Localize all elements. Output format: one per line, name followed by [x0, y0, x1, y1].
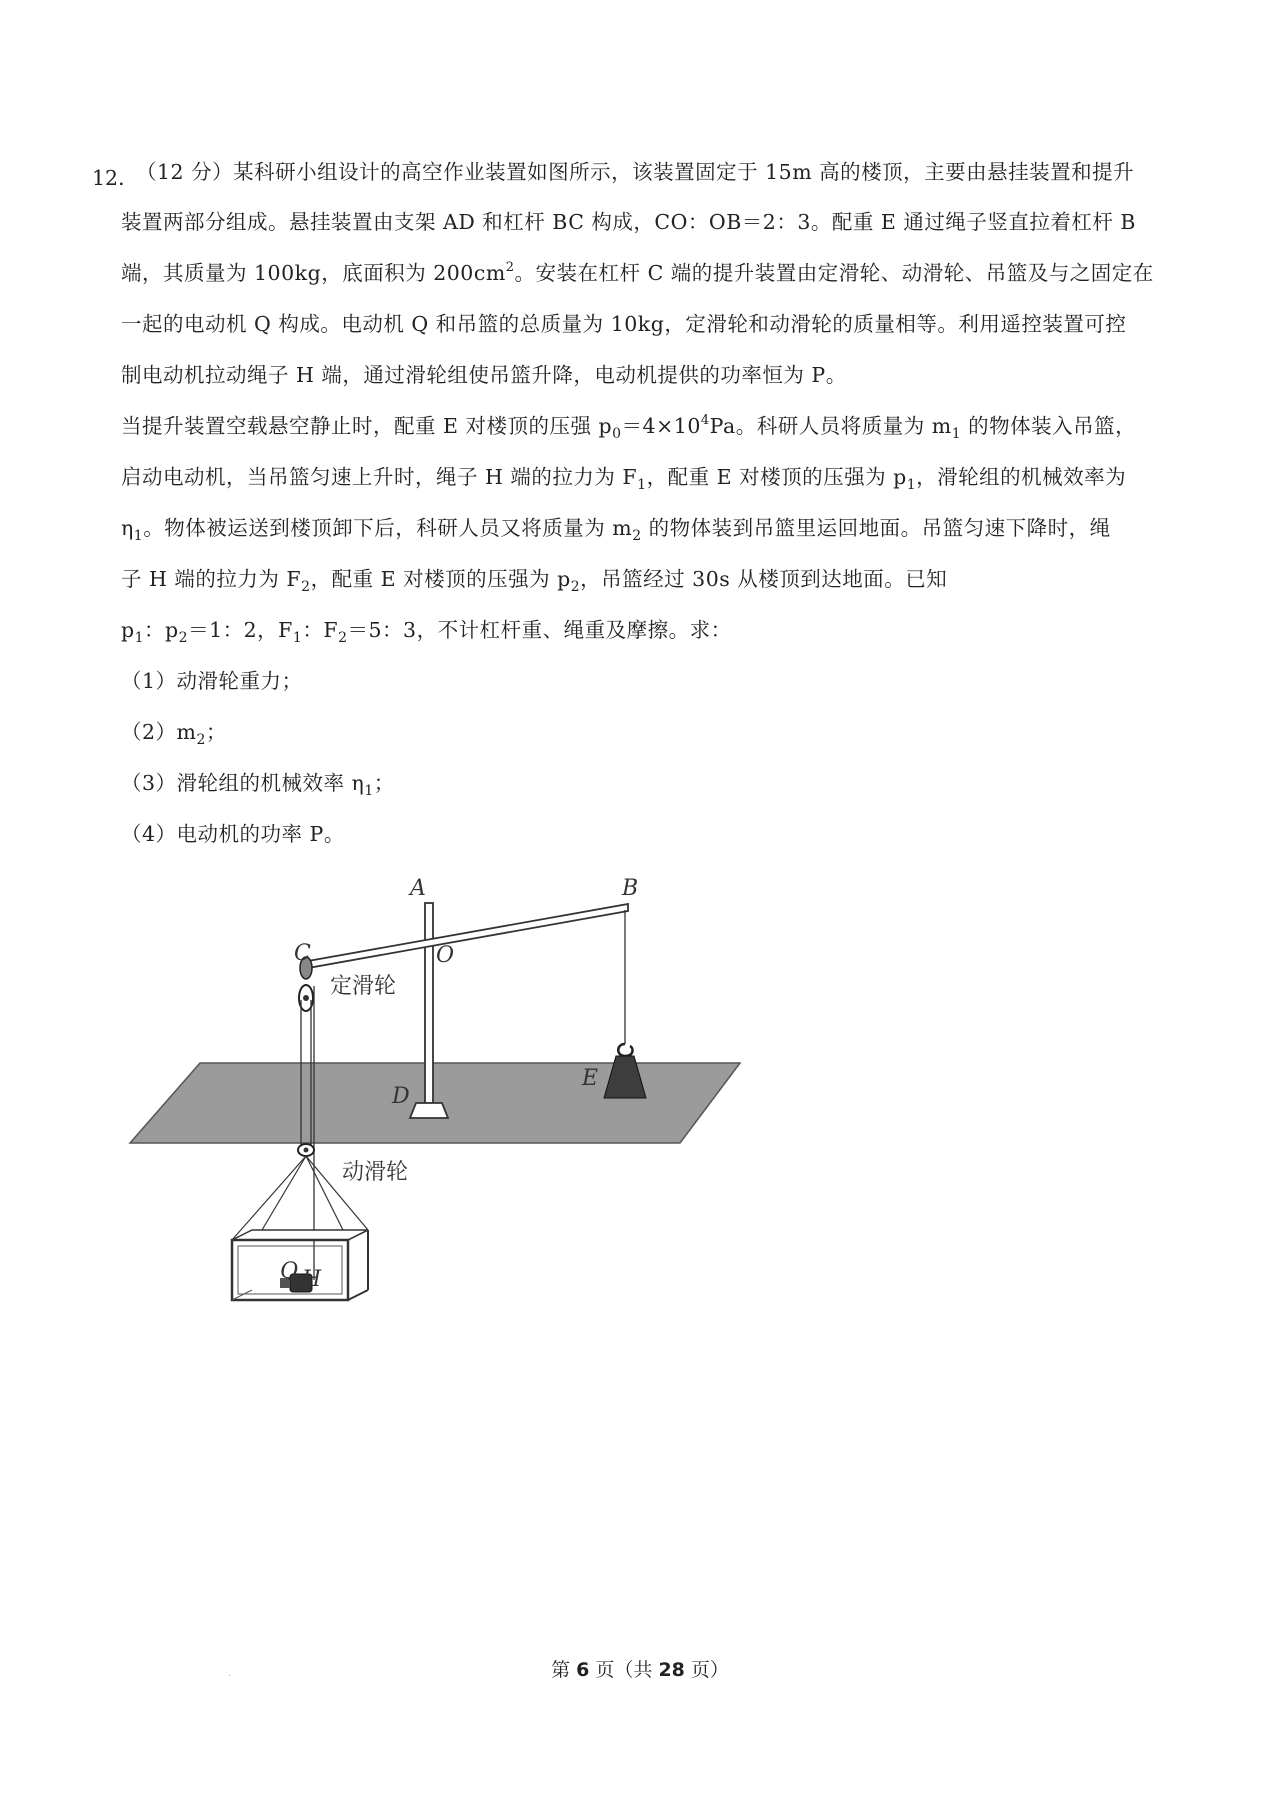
lever-BC: [308, 904, 628, 968]
label-C: C: [294, 941, 311, 966]
page-total: 28: [658, 1659, 685, 1681]
fixed-pulley-label: 定滑轮: [330, 974, 397, 999]
question-line-2: 装置两部分组成。悬挂装置由支架 AD 和杠杆 BC 构成，CO：OB＝2：3。配重 E 通过绳子竖直拉着杠杆 B: [121, 210, 1136, 234]
label-H: H: [302, 1267, 322, 1292]
movable-pulley-label: 动滑轮: [342, 1160, 409, 1185]
para2-line-4: 子 H 端的拉力为 $F_2$，配重 E 对楼顶的压强为 $p_2$，吊篮经过 30s 从楼顶到达地面。已知: [121, 567, 948, 595]
scan-dot: .: [228, 1668, 232, 1679]
sub-question-1: （1）动滑轮重力；: [121, 669, 303, 693]
sub-question-4: （4）电动机的功率 P。: [121, 822, 345, 846]
apparatus-figure: [120, 860, 760, 1340]
para2-line-2: 启动电动机，当吊篮匀速上升时，绳子 H 端的拉力为 $F_1$，配重 E 对楼顶的压强为 $p_1$，滑轮组的机械效率为: [121, 465, 1127, 493]
support-base-D: [410, 1103, 448, 1118]
para2-line-1: 当提升装置空载悬空静止时，配重 E 对楼顶的压强 $p_0=4\times 10^4Pa$。科研人员将质量为 $m_1$ 的物体装入吊篮，: [121, 413, 1137, 442]
label-D: D: [392, 1084, 410, 1109]
para2-line-3: $\eta_1$。物体被运送到楼顶卸下后，科研人员又将质量为 $m_2$ 的物体装到吊篮里运回地面。吊篮匀速下降时，绳: [121, 516, 1111, 544]
question-line-3: 端，其质量为 100kg，底面积为 $200cm^2$。安装在杠杆 C 端的提升装置由定滑轮、动滑轮、吊篮及与之固定在: [121, 260, 1154, 285]
label-O: O: [436, 943, 455, 968]
support-AD: [425, 903, 433, 1103]
label-B: B: [622, 876, 639, 901]
label-A: A: [410, 876, 426, 901]
question-line-4: 一起的电动机 Q 构成。电动机 Q 和吊篮的总质量为 10kg，定滑轮和动滑轮的质量相等。利用遥控装置可控: [121, 312, 1127, 336]
question-number: 12．: [92, 166, 139, 190]
page-footer: 第 6 页（共 28 页）: [551, 1659, 729, 1681]
label-Q: Q: [280, 1259, 299, 1284]
para2-line-5: $p_1$：$p_2=1$：2，$F_1$：$F_2=5$：3，不计杠杆重、绳重及摩擦。求：: [121, 618, 732, 646]
page-number: 6: [576, 1659, 590, 1681]
label-E: E: [582, 1066, 599, 1091]
hook-icon: [618, 1044, 632, 1056]
sub-question-2: $(2)m_2$；: [121, 720, 227, 748]
question-line-5: 制电动机拉动绳子 H 端，通过滑轮组使吊篮升降，电动机提供的功率恒为 P。: [121, 363, 847, 387]
sub-question-3: （3）滑轮组的机械效率 $\eta_1$；: [121, 771, 395, 799]
question-line-1: （12 分）某科研小组设计的高空作业装置如图所示，该装置固定于 15m 高的楼顶，主要由悬挂装置和提升: [136, 160, 1135, 184]
